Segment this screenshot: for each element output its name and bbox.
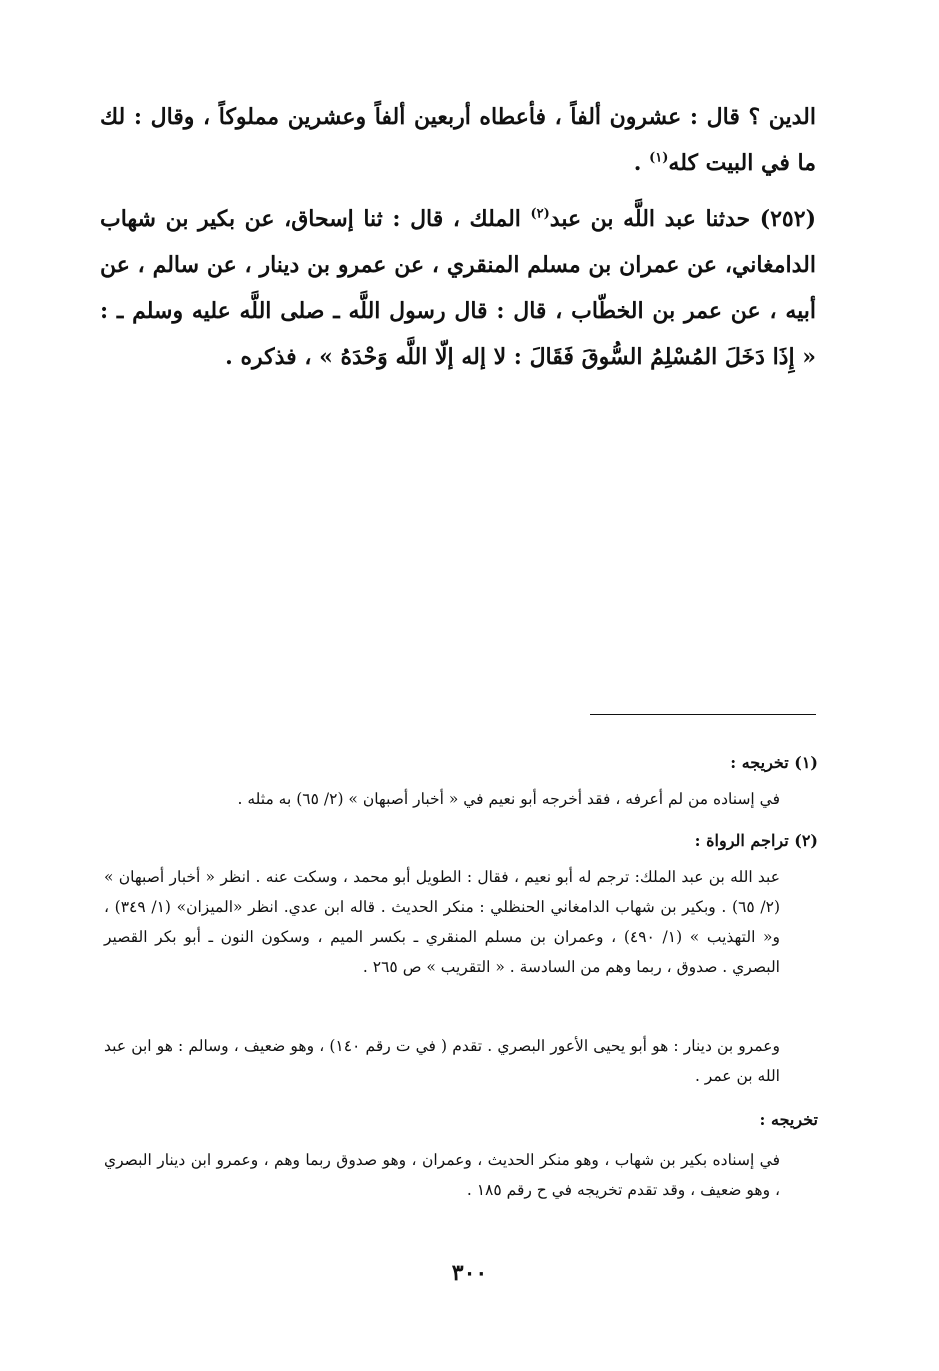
- footnote-marker-2: (٢): [530, 206, 550, 222]
- main-text-continuation: [100, 94, 816, 186]
- footnote-separator: [590, 714, 816, 715]
- hadith-text-part1: (٢٥٢) حدثنا عبد اللَّه بن عبد: [549, 206, 816, 232]
- footnote-2-takhrij-body: في إسناده بكير بن شهاب ، وهو منكر الحديث ، وعمران ، وهو صدوق ربما وهم ، وعمرو ابن دينار البصري ، وهو ضعيف ، وقد تقدم تخريجه في ح رقم ١٨٥ .: [104, 1151, 780, 1199]
- hadith-text-part2: الملك ، قال : ثنا إسحاق، عن بكير بن شهاب الدامغاني، عن عمران بن مسلم المنقري ، عن عمرو بن دينار ، عن سالم ، عن أبيه ، عن عمر بن الخطّاب ، قال : قال رسول اللَّه ـ صلى اللَّه عليه وسلم ـ : « إِذَا دَخَلَ المُسْلِمُ السُّوقَ فَقَالَ : لا إله إلّا اللَّه وَحْدَهُ » ، فذكره .: [100, 206, 816, 370]
- footnote-2-takhrij-heading: تخريجه :: [759, 1110, 818, 1129]
- continuation-end: .: [633, 150, 650, 176]
- continuation-text: الدين ؟ قال : عشرون ألفاً ، فأعطاه أربعين ألفاً وعشرين مملوكاً ، وقال : لك ما في البيت كله: [100, 104, 816, 176]
- hadith-paragraph: [100, 196, 816, 380]
- footnote-marker-1: (١): [649, 150, 669, 166]
- footnote-2-heading: (٢) تراجم الرواة :: [694, 831, 818, 850]
- page-number: ٣٠٠: [451, 1260, 488, 1286]
- footnote-1-body: في إسناده من لم أعرفه ، فقد أخرجه أبو نعيم في « أخبار أصبهان » (٢/ ٦٥) به مثله .: [237, 790, 780, 808]
- footnote-2-narrators-body: عبد الله بن عبد الملك: ترجم له أبو نعيم ، فقال : الطويل أبو محمد ، وسكت عنه . انظر « أخبار أصبهان » (٢/ ٦٥) . وبكير بن شهاب الدامغاني الحنظلي : منكر الحديث . قاله ابن عدي. انظر «الميزان» (١/ ٣٤٩) ، و« التهذيب » (١/ ٤٩٠) ، وعمران بن مسلم المنقري ـ بكسر الميم ، وسكون النون ـ أبو بكر القصير البصري . صدوق ، ربما وهم من السادسة . « التقريب » ص ٢٦٥ .: [104, 868, 781, 976]
- footnote-2-narrators-body-continued: وعمرو بن دينار : هو أبو يحيى الأعور البصري . تقدم ( في ت رقم ١٤٠) ، وهو ضعيف ، وسالم : هو ابن عبد الله بن عمر .: [104, 1037, 780, 1085]
- footnote-1-heading: (١) تخريجه :: [730, 753, 818, 772]
